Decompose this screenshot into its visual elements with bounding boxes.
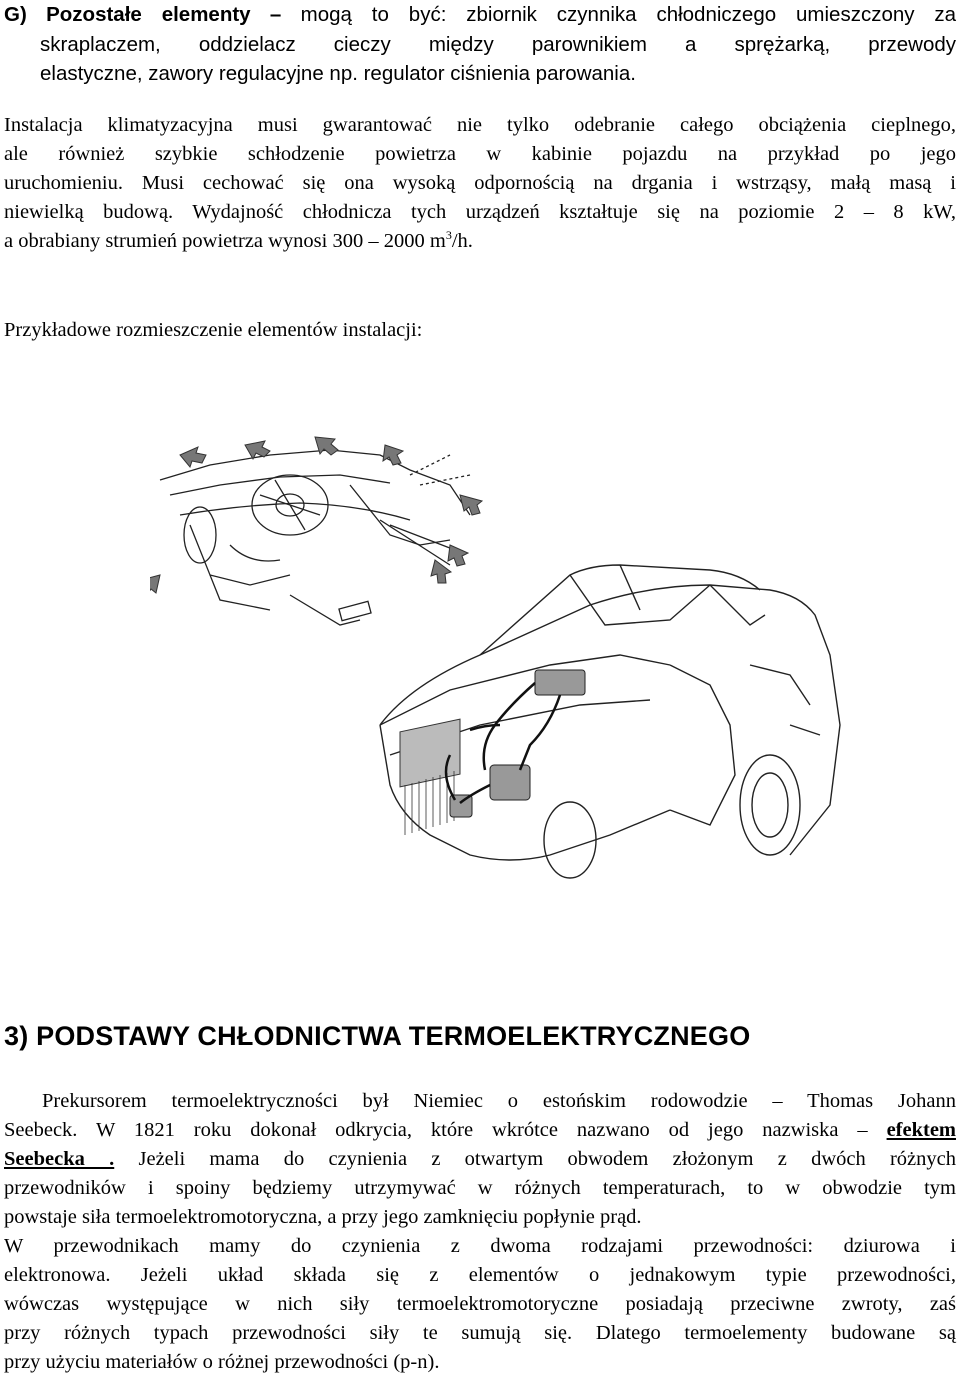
paragraph-line: wówczas występujące w nich siły termoelektromotoryczne posiadają przeciwne zwroty, zaś (4, 1293, 956, 1315)
paragraph-line: Prekursorem termoelektryczności był Niemiec o estońskim rodowodzie – Thomas Johann (42, 1090, 956, 1112)
paragraph-line: Seebecka . Jeżeli mama do czynienia z otwartym obwodem złożonym z dwóch różnych (4, 1148, 956, 1170)
section-g-title: Pozostałe elementy (46, 3, 251, 26)
paragraph-climate-installation (4, 111, 956, 256)
figure-caption: Przykładowe rozmieszczenie elementów instalacji: (4, 319, 423, 341)
section-g-line-1: G) Pozostałe elementy – mogą to być: zbiornik czynnika chłodniczego umieszczony za (4, 3, 957, 26)
paragraph-line: niewielką budową. Wydajność chłodnicza tych urządzeń kształtuje się na poziomie 2 – 8 kW, (4, 201, 956, 223)
paragraph-line: ale również szybkie schłodzenie powietrza w kabinie pojazdu na przykład po jego (4, 143, 956, 165)
paragraph-line: przy różnych typach przewodności siły te sumują się. Dlatego termoelementy budowane są (4, 1322, 956, 1344)
section-g-line-3: elastyczne, zawory regulacyjne np. regulator ciśnienia parowania. (40, 62, 636, 85)
paragraph-line: a obrabiany strumień powietrza wynosi 300 – 2000 $m^3/h$. (4, 228, 473, 252)
paragraph-line: W przewodnikach mamy do czynienia z dwoma rodzajami przewodności: dziurowa i (4, 1235, 956, 1257)
paragraph-line: Seebeck. W 1821 roku dokonał odkrycia, które wkrótce nazwano od jego nazwiska – efektem (4, 1119, 957, 1141)
paragraph-line: uruchomieniu. Musi cechować się ona wysoką odpornością na drgania i wstrząsy, małą masą i (4, 172, 956, 194)
paragraph-line: przy użyciu materiałów o różnej przewodności (p-n). (4, 1351, 440, 1373)
section-g-line-2: skraplaczem, oddzielacz cieczy między parownikiem a sprężarką, przewody (40, 33, 956, 56)
section-g-label: G) (4, 3, 27, 26)
section-3-heading: 3) PODSTAWY CHŁODNICTWA TERMOELEKTRYCZNEGO (4, 1021, 751, 1051)
section-g (4, 0, 956, 88)
car-ac-installation-figure (150, 425, 960, 985)
efektem-link[interactable]: efektem (886, 1119, 957, 1141)
paragraph-line: Instalacja klimatyzacyjna musi gwarantować nie tylko odebranie całego obciążenia cieplnego, (4, 114, 956, 136)
seebecka-link[interactable]: Seebecka . (4, 1148, 115, 1170)
paragraph-line: przewodników i spoiny będziemy utrzymywać w różnych temperaturach, to w obwodzie tym (4, 1177, 956, 1199)
paragraph-line: elektronowa. Jeżeli układ składa się z elementów o jednakowym typie przewodności, (4, 1264, 956, 1286)
paragraph-line: powstaje siła termoelektromotoryczna, a przy jego zamknięciu popłynie prąd. (4, 1206, 642, 1228)
paragraph-thermoelectric (4, 1087, 956, 1377)
